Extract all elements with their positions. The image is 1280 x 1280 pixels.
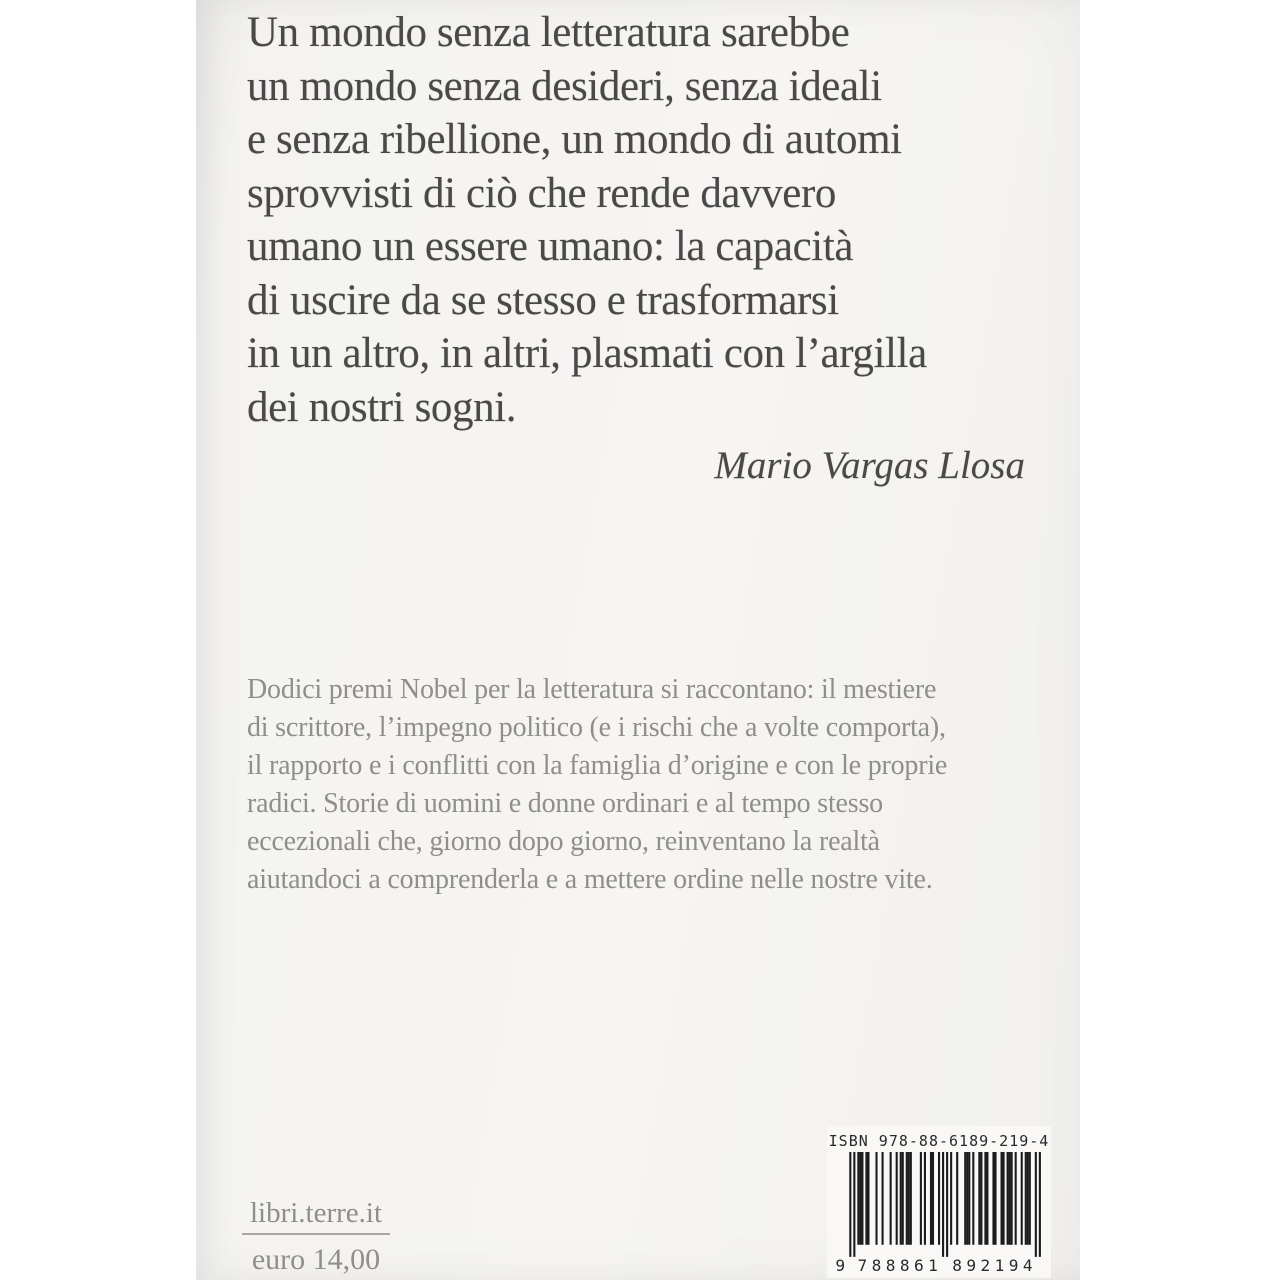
quote-line: Un mondo senza letteratura sarebbe [247,9,850,56]
publisher-website: libri.terre.it [249,1197,383,1229]
svg-text:6: 6 [913,1255,924,1273]
book-back-cover [196,0,1080,1280]
divider-line [242,1233,390,1235]
quote-line: di uscire da se stesso e trasformarsi [247,276,839,324]
description-line: aiutandoci a comprenderla e a mettere ordine nelle nostre vite. [247,864,933,895]
quote-line: e senza ribellione, un mondo di automi [247,116,902,163]
quote-line: umano un essere umano: la capacità [247,223,854,270]
barcode-block [827,1126,1051,1278]
svg-text:8: 8 [952,1255,963,1273]
description-line: Dodici premi Nobel per la letteratura si raccontano: il mestiere [247,674,937,705]
quote-attribution: Mario Vargas Llosa [714,444,1025,487]
quote-line: in un altro, in altri, plasmati con l’argilla [247,330,927,377]
description-line: di scrittore, l’impegno politico (e i rischi che a volte comporta), [247,712,946,743]
svg-text:2: 2 [980,1255,991,1273]
quote-line: un mondo senza desideri, senza ideali [247,62,882,110]
publisher-footer [242,1197,390,1277]
svg-text:1: 1 [928,1255,938,1273]
quote-line: dei nostri sogni. [247,383,517,431]
description-line: eccezionali che, giorno dopo giorno, reinventano la realtà [247,826,880,857]
description-line: il rapporto e i conflitti con la famiglia d’origine e con le proprie [247,750,948,781]
svg-text:7: 7 [857,1255,868,1273]
isbn-label: ISBN 978-88-6189-219-4 [828,1132,1050,1150]
ean13-barcode [833,1152,1045,1273]
svg-text:9: 9 [966,1255,977,1273]
svg-text:4: 4 [1022,1255,1033,1273]
quote-line: sprovvisti di ciò che rende davvero [247,169,837,217]
svg-text:9: 9 [835,1255,846,1273]
svg-text:8: 8 [885,1255,896,1273]
description-block [247,671,947,899]
svg-text:8: 8 [871,1255,882,1273]
svg-text:8: 8 [899,1255,910,1273]
svg-text:9: 9 [1008,1255,1019,1273]
quote-block [247,6,927,434]
price-label: euro 14,00 [251,1243,381,1276]
description-line: radici. Storie di uomini e donne ordinari e al tempo stesso [247,788,883,819]
svg-text:1: 1 [994,1255,1005,1273]
